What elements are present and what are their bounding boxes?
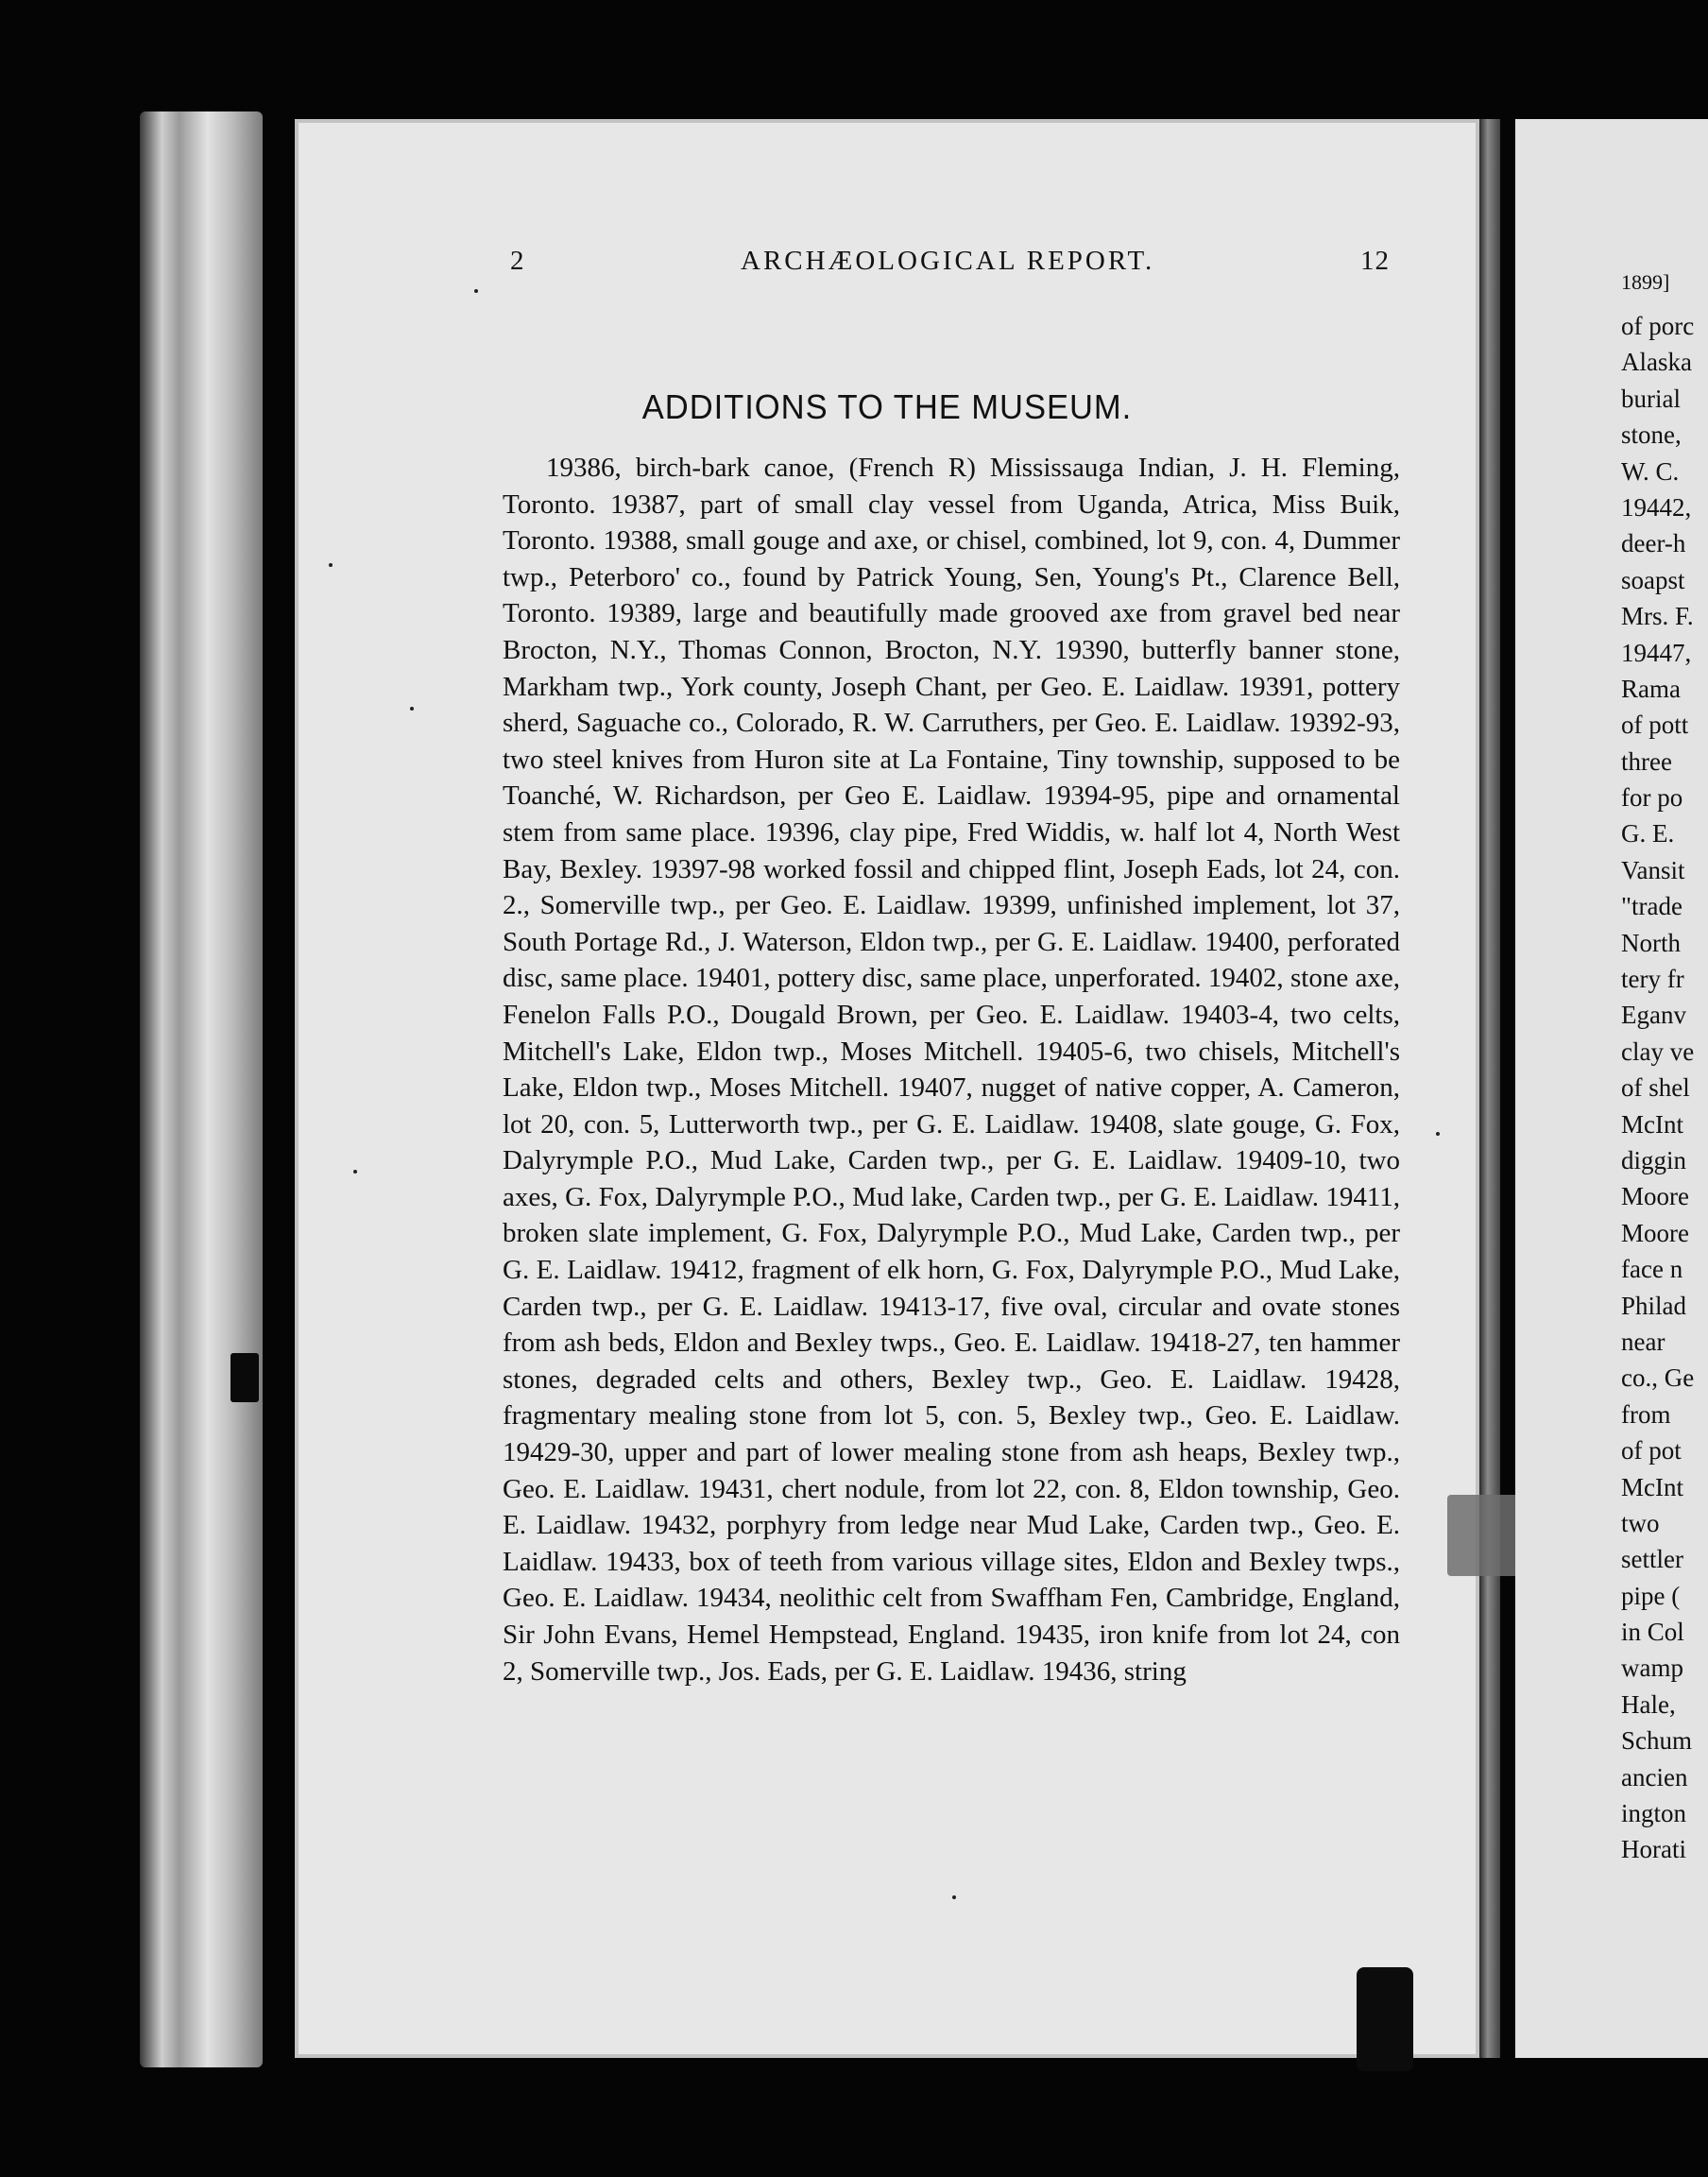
facing-page-line: of pot [1621,1436,1682,1466]
facing-page-line: 19442, [1621,492,1692,522]
facing-page-line: Moore [1621,1182,1689,1211]
facing-page-line: North [1621,928,1681,957]
page-number-left: 2 [510,246,525,276]
facing-page-line: pipe ( [1621,1581,1681,1610]
facing-page-line: for po [1621,783,1683,813]
facing-page-line: Hale, [1621,1689,1676,1719]
facing-page-line: stone, [1621,420,1682,450]
facing-page-line: Rama [1621,674,1681,703]
facing-page-line: burial [1621,384,1681,413]
facing-page [1515,119,1708,2058]
facing-page-line: two [1621,1508,1660,1537]
facing-page-line: soapst [1621,565,1685,594]
facing-page-line: W. C. [1621,456,1680,486]
facing-page-line: "trade [1621,892,1682,921]
facing-page-line: Vansit [1621,855,1685,884]
facing-page-line: face n [1621,1255,1683,1284]
facing-page-line: of pott [1621,711,1689,740]
facing-page-line: Schum [1621,1726,1693,1756]
facing-page-line: 19447, [1621,638,1692,667]
facing-page-line: from [1621,1399,1671,1429]
facing-page-line: near [1621,1327,1665,1356]
book-spine [1479,119,1500,2058]
body-paragraph: 19386, birch-bark canoe, (French R) Mississauga Indian, J. H. Fleming, Toronto. 19387, part of small clay vessel from Uganda, Atrica, Miss Buik, Toronto. 19388, small gouge and axe, or chisel, combined, lot 9, con. 4, Dummer twp., Peterboro' co., found by Patrick Young, Sen, Young's Pt., Clarence Bell, Toronto. 19389, large and beautifully made grooved axe from gravel bed near Brocton, N.Y., Thomas Connon, Brocton, N.Y. 19390, butterfly banner stone, Markham twp., York county, Joseph Chant, per Geo. E. Laidlaw. 19391, pottery sherd, Saguache co., Colorado, R. W. Carruthers, per Geo. E. Laidlaw. 19392-93, two steel knives from Huron site at La Fontaine, Tiny township, supposed to be Toanché, W. Richardson, per Geo E. Laidlaw. 19394-95, pipe and ornamental stem from same place. 19396, clay pipe, Fred Widdis, w. half lot 4, North West Bay, Bexley. 19397-98 worked fossil and chipped flint, Joseph Eads, lot 24, con. 2., Somerville twp., per Geo. E. Laidlaw. 19399, unfinished implement, lot 37, South Portage Rd., J. Waterson, Eldon twp., per G. E. Laidlaw. 19400, perforated disc, same place. 19401, pottery disc, same place, unperforated. 19402, stone axe, Fenelon Falls P.O., Dougald Brown, per Geo. E. Laidlaw. 19403-4, two celts, Mitchell's Lake, Eldon twp., Moses Mitchell. 19405-6, two chisels, Mitchell's Lake, Eldon twp., Moses Mitchell. 19407, nugget of native copper, A. Cameron, lot 20, con. 5, Lutterworth twp., per G. E. Laidlaw. 19408, slate gouge, G. Fox, Dalyrymple P.O., Mud Lake, Carden twp., per G. E. Laidlaw. 19409-10, two axes, G. Fox, Dalyrymple P.O., Mud lake, Carden twp., per G. E. Laidlaw. 19411, broken slate implement, G. Fox, Dalyrymple P.O., Mud Lake, Carden twp., per G. E. Laidlaw. 19412, fragment of elk horn, G. Fox, Dalyrymple P.O., Mud Lake, Carden twp., per G. E. Laidlaw. 19413-17, five oval, circular and ovate stones from ash beds, Eldon and Bexley twps., Geo. E. Laidlaw. 19418-27, ten hammer stones, degraded celts and others, Bexley twp., Geo. E. Laidlaw. 19428, fragmentary mealing stone from lot 5, con. 5, Bexley twp., Geo. E. Laidlaw. 19429-30, upper and part of lower mealing stone from ash heaps, Bexley twp., Geo. E. Laidlaw. 19431, chert nodule, from lot 22, con. 8, Eldon township, Geo. E. Laidlaw. 19432, porphyry from ledge near Mud Lake, Carden twp., Geo. E. Laidlaw. 19433, box of teeth from various village sites, Eldon and Bexley twps., Geo. E. Laidlaw. 19434, neolithic celt from Swaffham Fen, Cambridge, England, Sir John Evans, Hemel Hempstead, England. 19435, iron knife from lot 24, con 2, Somerville twp., Jos. Eads, per G. E. Laidlaw. 19436, string [503,453,1400,1687]
facing-page-line: McInt [1621,1109,1683,1139]
facing-page-line: deer-h [1621,529,1686,558]
facing-page-line: Horati [1621,1835,1686,1864]
scan-speck [353,1170,357,1174]
scan-speck [329,563,333,567]
document-page [295,119,1479,2058]
facing-page-line: Moore [1621,1218,1689,1247]
facing-page-line: tery fr [1621,965,1684,994]
section-heading: ADDITIONS TO THE MUSEUM. [641,387,1133,426]
scan-speck [1436,1132,1440,1136]
scan-speck [474,289,478,293]
facing-page-line: G. E. [1621,819,1675,849]
facing-page-line: wamp [1621,1654,1683,1683]
facing-page-header: 1899] [1621,270,1670,294]
facing-page-line: Eganv [1621,1001,1686,1030]
facing-page-line: clay ve [1621,1037,1695,1066]
facing-page-lines [1621,308,1694,1868]
facing-page-line: McInt [1621,1472,1683,1501]
scanner-edge-strip [140,111,263,2067]
facing-page-line: of porc [1621,312,1695,340]
facing-page-line: co., Ge [1621,1363,1695,1393]
facing-page-line: Philad [1621,1291,1687,1320]
facing-page-line: Alaska [1621,348,1692,377]
facing-page-line: settler [1621,1545,1683,1574]
spine-shadow [1357,1967,1413,2071]
running-title: ARCHÆOLOGICAL REPORT. [741,246,1155,276]
facing-page-line: Mrs. F. [1621,602,1694,631]
facing-page-line: ancien [1621,1762,1688,1791]
scan-speck [952,1895,956,1899]
facing-page-line: diggin [1621,1145,1687,1174]
page-number-right: 12 [1360,246,1390,276]
binding-clip [231,1353,259,1402]
running-head [295,246,1479,283]
facing-page-line: three [1621,746,1672,776]
scan-speck [410,707,414,711]
facing-page-line: ington [1621,1799,1687,1828]
facing-page-line: in Col [1621,1618,1684,1647]
facing-page-line: of shel [1621,1073,1690,1103]
